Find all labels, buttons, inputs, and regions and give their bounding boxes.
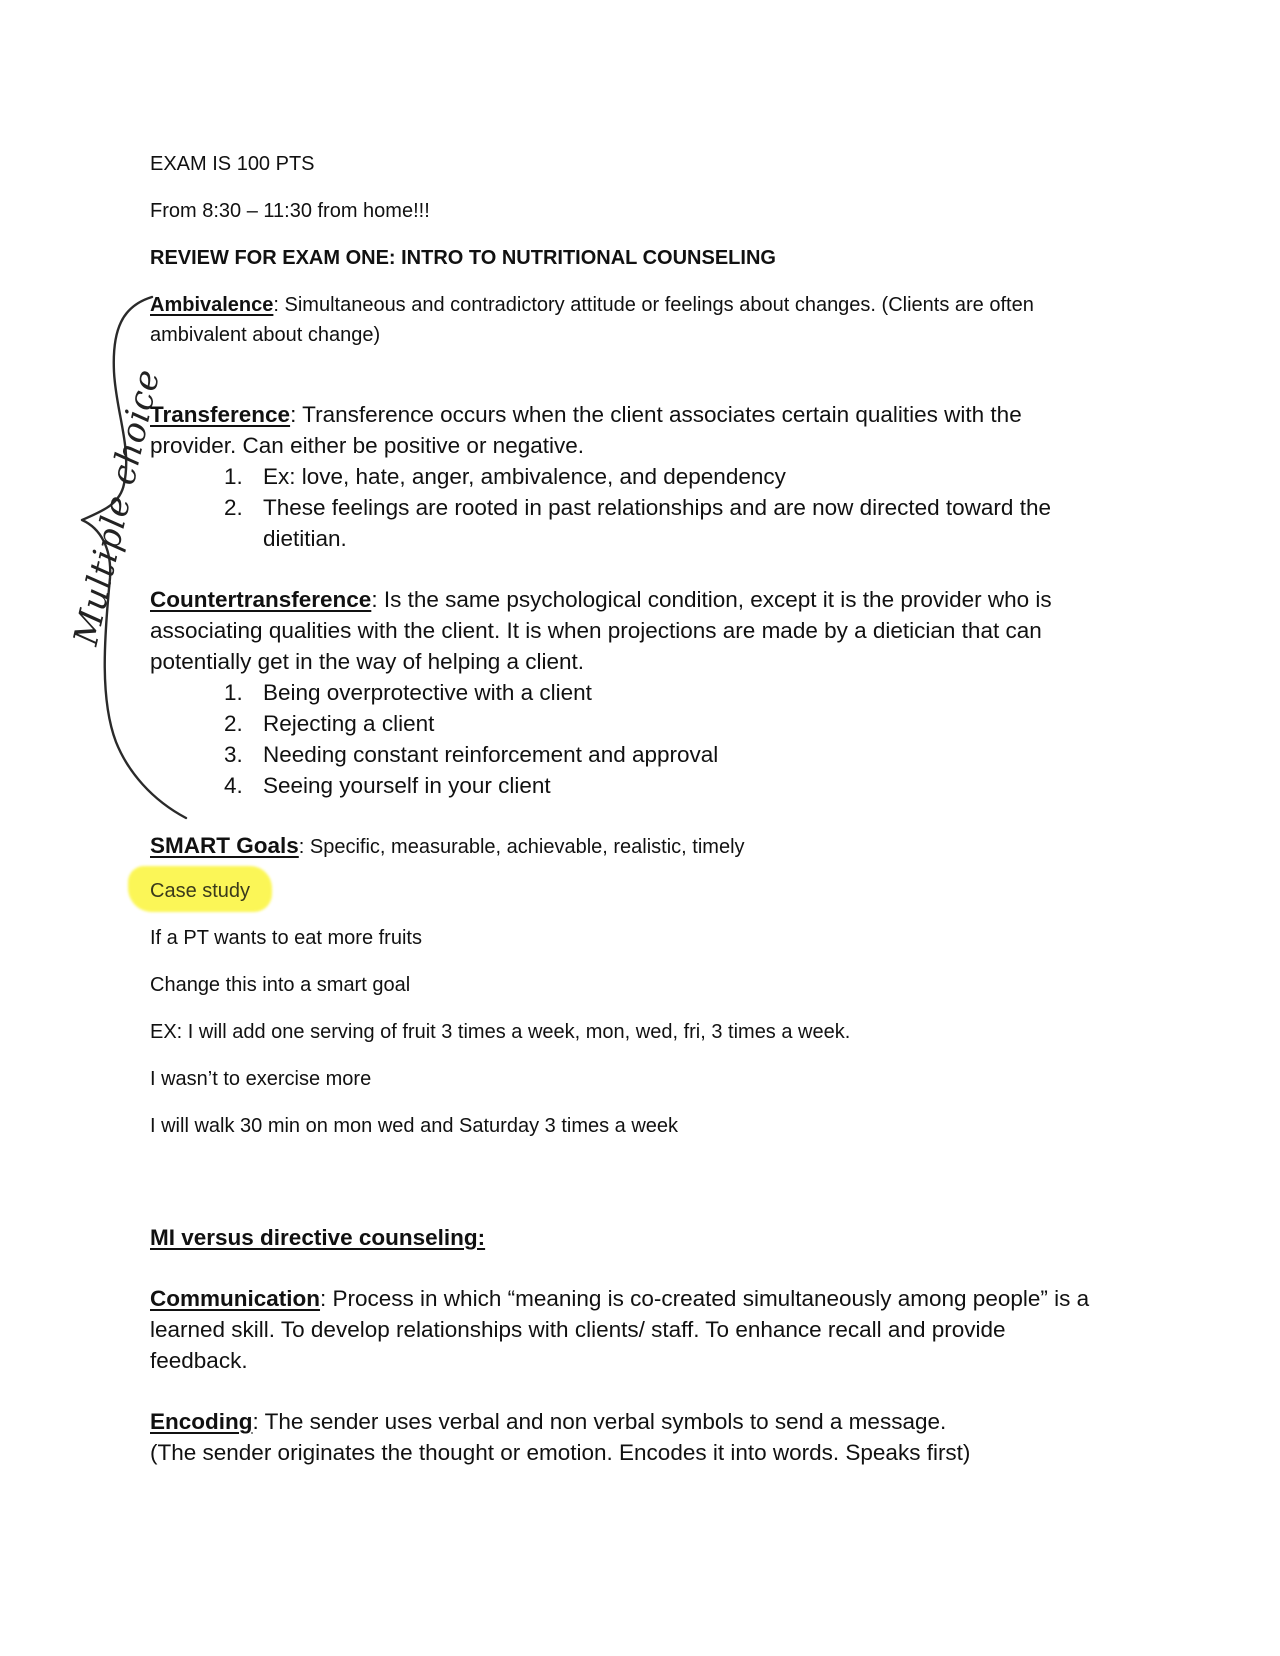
smart-line-2: Change this into a smart goal: [150, 974, 411, 996]
transference-def-1: : Transference occurs when the client associates certain qualities with the: [290, 402, 1022, 427]
countertransference-line-3: potentially get in the way of helping a client.: [150, 649, 585, 674]
ambivalence-term: Ambivalence: [150, 294, 274, 316]
exam-time-line: From 8:30 – 11:30 from home!!!: [150, 200, 430, 222]
encoding-term: Encoding: [150, 1409, 253, 1434]
countertransference-line-2: associating qualities with the client. It is when projections are made by a dietician that can: [150, 618, 1042, 643]
countertransference-item-3-num: 3.: [224, 742, 243, 767]
countertransference-term: Countertransference: [150, 587, 372, 612]
smart-line-1: If a PT wants to eat more fruits: [150, 927, 422, 949]
ambivalence-line-1: [150, 294, 1034, 317]
smart-line-3: EX: I will add one serving of fruit 3 times a week, mon, wed, fri, 3 times a week.: [150, 1021, 851, 1043]
countertransference-item-3: Needing constant reinforcement and approval: [263, 742, 719, 767]
countertransference-item-2: Rejecting a client: [263, 711, 435, 736]
transference-item-2-cont: dietitian.: [263, 526, 347, 551]
communication-term: Communication: [150, 1286, 321, 1311]
encoding-line-1: [150, 1409, 946, 1435]
ambivalence-def-1: : Simultaneous and contradictory attitude or feelings about changes. (Clients are often: [273, 294, 1034, 316]
transference-item-1-num: 1.: [224, 464, 243, 489]
encoding-line-2: (The sender originates the thought or emotion. Encodes it into words. Speaks first): [150, 1440, 971, 1465]
transference-item-1: Ex: love, hate, anger, ambivalence, and dependency: [263, 464, 786, 489]
smart-goals-line: [150, 833, 745, 859]
encoding-def-1: : The sender uses verbal and non verbal symbols to send a message.: [252, 1409, 947, 1434]
countertransference-def-1: : Is the same psychological condition, except it is the provider who is: [371, 587, 1052, 612]
transference-item-2: These feelings are rooted in past relationships and are now directed toward the: [263, 495, 1051, 520]
review-title: REVIEW FOR EXAM ONE: INTRO TO NUTRITIONAL COUNSELING: [150, 247, 776, 269]
communication-line-3: feedback.: [150, 1348, 248, 1373]
communication-def-1: : Process in which “meaning is co-created simultaneously among people” is a: [320, 1286, 1090, 1311]
transference-line-1: [150, 402, 1022, 428]
smart-goals-def: : Specific, measurable, achievable, realistic, timely: [298, 836, 745, 858]
multiple-choice-annotation: Multiple choice: [66, 365, 169, 649]
countertransference-item-4: Seeing yourself in your client: [263, 773, 551, 798]
transference-item-2-num: 2.: [224, 495, 243, 520]
exam-points-line: EXAM IS 100 PTS: [150, 153, 315, 175]
communication-line-1: [150, 1286, 1089, 1312]
smart-goals-term: SMART Goals: [150, 833, 299, 858]
countertransference-line-1: [150, 587, 1052, 613]
smart-line-4: I wasn’t to exercise more: [150, 1068, 372, 1090]
transference-term: Transference: [150, 402, 291, 427]
countertransference-item-1-num: 1.: [224, 680, 243, 705]
smart-line-5: I will walk 30 min on mon wed and Saturday 3 times a week: [150, 1115, 679, 1137]
countertransference-item-1: Being overprotective with a client: [263, 680, 592, 705]
ambivalence-line-2: ambivalent about change): [150, 324, 381, 346]
case-study-label: Case study: [150, 880, 251, 902]
countertransference-item-4-num: 4.: [224, 773, 243, 798]
mi-heading: MI versus directive counseling:: [150, 1225, 486, 1250]
communication-line-2: learned skill. To develop relationships with clients/ staff. To enhance recall and provide: [150, 1317, 1006, 1342]
transference-line-2: provider. Can either be positive or negative.: [150, 433, 585, 458]
countertransference-item-2-num: 2.: [224, 711, 243, 736]
